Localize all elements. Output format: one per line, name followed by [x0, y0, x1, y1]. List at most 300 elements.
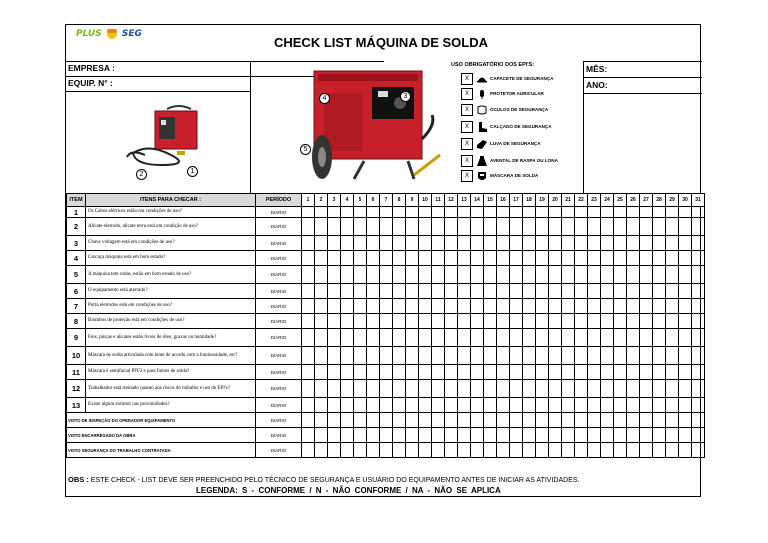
check-cell[interactable]: [484, 428, 497, 443]
check-cell[interactable]: [315, 347, 328, 365]
check-cell[interactable]: [523, 266, 536, 284]
check-cell[interactable]: [640, 218, 653, 236]
check-cell[interactable]: [653, 398, 666, 413]
check-cell[interactable]: [679, 380, 692, 398]
check-cell[interactable]: [419, 218, 432, 236]
check-cell[interactable]: [393, 329, 406, 347]
check-cell[interactable]: [393, 218, 406, 236]
check-cell[interactable]: [601, 413, 614, 428]
check-cell[interactable]: [588, 428, 601, 443]
check-cell[interactable]: [341, 236, 354, 251]
check-cell[interactable]: [380, 236, 393, 251]
check-cell[interactable]: [380, 329, 393, 347]
check-cell[interactable]: [549, 284, 562, 299]
check-cell[interactable]: [627, 299, 640, 314]
check-cell[interactable]: [692, 413, 705, 428]
check-cell[interactable]: [393, 314, 406, 329]
check-cell[interactable]: [471, 218, 484, 236]
check-cell[interactable]: [432, 284, 445, 299]
check-cell[interactable]: [523, 365, 536, 380]
check-cell[interactable]: [497, 380, 510, 398]
check-cell[interactable]: [471, 398, 484, 413]
check-cell[interactable]: [432, 329, 445, 347]
check-cell[interactable]: [497, 347, 510, 365]
check-cell[interactable]: [445, 380, 458, 398]
check-cell[interactable]: [497, 413, 510, 428]
check-cell[interactable]: [354, 398, 367, 413]
check-cell[interactable]: [367, 428, 380, 443]
check-cell[interactable]: [666, 314, 679, 329]
check-cell[interactable]: [575, 251, 588, 266]
check-cell[interactable]: [354, 365, 367, 380]
check-cell[interactable]: [458, 380, 471, 398]
epi-checkbox[interactable]: X: [461, 155, 473, 167]
check-cell[interactable]: [692, 207, 705, 218]
check-cell[interactable]: [627, 398, 640, 413]
check-cell[interactable]: [484, 365, 497, 380]
check-cell[interactable]: [575, 365, 588, 380]
check-cell[interactable]: [380, 314, 393, 329]
check-cell[interactable]: [549, 443, 562, 458]
check-cell[interactable]: [510, 380, 523, 398]
check-cell[interactable]: [367, 299, 380, 314]
check-cell[interactable]: [614, 365, 627, 380]
check-cell[interactable]: [614, 314, 627, 329]
check-cell[interactable]: [458, 314, 471, 329]
check-cell[interactable]: [419, 398, 432, 413]
check-cell[interactable]: [497, 398, 510, 413]
check-cell[interactable]: [432, 347, 445, 365]
check-cell[interactable]: [458, 347, 471, 365]
check-cell[interactable]: [445, 398, 458, 413]
check-cell[interactable]: [614, 251, 627, 266]
check-cell[interactable]: [354, 251, 367, 266]
check-cell[interactable]: [458, 428, 471, 443]
check-cell[interactable]: [393, 236, 406, 251]
check-cell[interactable]: [562, 329, 575, 347]
check-cell[interactable]: [653, 347, 666, 365]
check-cell[interactable]: [601, 236, 614, 251]
check-cell[interactable]: [640, 365, 653, 380]
check-cell[interactable]: [536, 218, 549, 236]
check-cell[interactable]: [315, 218, 328, 236]
check-cell[interactable]: [445, 428, 458, 443]
check-cell[interactable]: [419, 365, 432, 380]
check-cell[interactable]: [445, 347, 458, 365]
check-cell[interactable]: [302, 236, 315, 251]
check-cell[interactable]: [523, 218, 536, 236]
check-cell[interactable]: [380, 428, 393, 443]
check-cell[interactable]: [380, 266, 393, 284]
check-cell[interactable]: [406, 365, 419, 380]
check-cell[interactable]: [432, 218, 445, 236]
check-cell[interactable]: [523, 380, 536, 398]
check-cell[interactable]: [523, 413, 536, 428]
check-cell[interactable]: [588, 314, 601, 329]
check-cell[interactable]: [367, 329, 380, 347]
epi-checkbox[interactable]: X: [461, 121, 473, 133]
check-cell[interactable]: [484, 329, 497, 347]
check-cell[interactable]: [692, 398, 705, 413]
check-cell[interactable]: [614, 380, 627, 398]
check-cell[interactable]: [341, 299, 354, 314]
check-cell[interactable]: [419, 284, 432, 299]
check-cell[interactable]: [510, 347, 523, 365]
check-cell[interactable]: [445, 413, 458, 428]
check-cell[interactable]: [367, 314, 380, 329]
check-cell[interactable]: [445, 251, 458, 266]
check-cell[interactable]: [367, 236, 380, 251]
check-cell[interactable]: [328, 347, 341, 365]
check-cell[interactable]: [692, 218, 705, 236]
check-cell[interactable]: [380, 365, 393, 380]
check-cell[interactable]: [627, 413, 640, 428]
check-cell[interactable]: [588, 218, 601, 236]
check-cell[interactable]: [640, 299, 653, 314]
check-cell[interactable]: [679, 413, 692, 428]
check-cell[interactable]: [393, 398, 406, 413]
check-cell[interactable]: [575, 218, 588, 236]
check-cell[interactable]: [354, 314, 367, 329]
check-cell[interactable]: [406, 207, 419, 218]
check-cell[interactable]: [315, 266, 328, 284]
check-cell[interactable]: [419, 207, 432, 218]
check-cell[interactable]: [432, 428, 445, 443]
check-cell[interactable]: [549, 428, 562, 443]
check-cell[interactable]: [601, 380, 614, 398]
check-cell[interactable]: [523, 347, 536, 365]
check-cell[interactable]: [627, 266, 640, 284]
check-cell[interactable]: [419, 236, 432, 251]
check-cell[interactable]: [510, 443, 523, 458]
check-cell[interactable]: [484, 266, 497, 284]
check-cell[interactable]: [419, 347, 432, 365]
check-cell[interactable]: [471, 299, 484, 314]
check-cell[interactable]: [432, 236, 445, 251]
check-cell[interactable]: [380, 443, 393, 458]
check-cell[interactable]: [458, 443, 471, 458]
check-cell[interactable]: [640, 398, 653, 413]
check-cell[interactable]: [328, 365, 341, 380]
check-cell[interactable]: [458, 207, 471, 218]
check-cell[interactable]: [341, 329, 354, 347]
check-cell[interactable]: [458, 251, 471, 266]
check-cell[interactable]: [471, 329, 484, 347]
check-cell[interactable]: [523, 236, 536, 251]
check-cell[interactable]: [302, 207, 315, 218]
check-cell[interactable]: [536, 413, 549, 428]
check-cell[interactable]: [666, 347, 679, 365]
check-cell[interactable]: [588, 347, 601, 365]
check-cell[interactable]: [367, 398, 380, 413]
check-cell[interactable]: [315, 380, 328, 398]
epi-checkbox[interactable]: X: [461, 170, 473, 182]
check-cell[interactable]: [471, 266, 484, 284]
check-cell[interactable]: [666, 380, 679, 398]
check-cell[interactable]: [497, 207, 510, 218]
check-cell[interactable]: [601, 299, 614, 314]
check-cell[interactable]: [419, 329, 432, 347]
check-cell[interactable]: [653, 380, 666, 398]
check-cell[interactable]: [380, 380, 393, 398]
check-cell[interactable]: [588, 380, 601, 398]
check-cell[interactable]: [406, 266, 419, 284]
check-cell[interactable]: [471, 251, 484, 266]
check-cell[interactable]: [367, 251, 380, 266]
check-cell[interactable]: [653, 266, 666, 284]
check-cell[interactable]: [627, 236, 640, 251]
check-cell[interactable]: [536, 314, 549, 329]
check-cell[interactable]: [549, 347, 562, 365]
check-cell[interactable]: [575, 380, 588, 398]
check-cell[interactable]: [432, 207, 445, 218]
check-cell[interactable]: [575, 398, 588, 413]
check-cell[interactable]: [484, 413, 497, 428]
check-cell[interactable]: [471, 236, 484, 251]
check-cell[interactable]: [406, 413, 419, 428]
check-cell[interactable]: [549, 236, 562, 251]
check-cell[interactable]: [497, 251, 510, 266]
check-cell[interactable]: [653, 284, 666, 299]
check-cell[interactable]: [341, 347, 354, 365]
check-cell[interactable]: [484, 347, 497, 365]
check-cell[interactable]: [367, 380, 380, 398]
check-cell[interactable]: [510, 299, 523, 314]
check-cell[interactable]: [367, 218, 380, 236]
check-cell[interactable]: [653, 329, 666, 347]
check-cell[interactable]: [393, 266, 406, 284]
check-cell[interactable]: [601, 365, 614, 380]
check-cell[interactable]: [536, 299, 549, 314]
check-cell[interactable]: [562, 266, 575, 284]
check-cell[interactable]: [601, 443, 614, 458]
check-cell[interactable]: [692, 299, 705, 314]
check-cell[interactable]: [367, 284, 380, 299]
check-cell[interactable]: [549, 329, 562, 347]
check-cell[interactable]: [406, 284, 419, 299]
check-cell[interactable]: [601, 329, 614, 347]
check-cell[interactable]: [653, 314, 666, 329]
check-cell[interactable]: [458, 236, 471, 251]
check-cell[interactable]: [627, 284, 640, 299]
check-cell[interactable]: [315, 398, 328, 413]
check-cell[interactable]: [536, 428, 549, 443]
check-cell[interactable]: [471, 443, 484, 458]
check-cell[interactable]: [588, 398, 601, 413]
check-cell[interactable]: [458, 398, 471, 413]
check-cell[interactable]: [445, 314, 458, 329]
check-cell[interactable]: [354, 347, 367, 365]
check-cell[interactable]: [627, 365, 640, 380]
check-cell[interactable]: [497, 299, 510, 314]
check-cell[interactable]: [354, 443, 367, 458]
check-cell[interactable]: [445, 218, 458, 236]
check-cell[interactable]: [471, 207, 484, 218]
check-cell[interactable]: [575, 329, 588, 347]
check-cell[interactable]: [549, 314, 562, 329]
check-cell[interactable]: [692, 347, 705, 365]
check-cell[interactable]: [302, 299, 315, 314]
check-cell[interactable]: [406, 347, 419, 365]
check-cell[interactable]: [679, 329, 692, 347]
check-cell[interactable]: [627, 329, 640, 347]
check-cell[interactable]: [315, 299, 328, 314]
check-cell[interactable]: [692, 428, 705, 443]
check-cell[interactable]: [484, 398, 497, 413]
check-cell[interactable]: [315, 413, 328, 428]
check-cell[interactable]: [419, 251, 432, 266]
check-cell[interactable]: [406, 329, 419, 347]
check-cell[interactable]: [562, 365, 575, 380]
check-cell[interactable]: [640, 329, 653, 347]
check-cell[interactable]: [562, 347, 575, 365]
check-cell[interactable]: [302, 380, 315, 398]
check-cell[interactable]: [510, 413, 523, 428]
check-cell[interactable]: [536, 443, 549, 458]
check-cell[interactable]: [549, 266, 562, 284]
check-cell[interactable]: [484, 299, 497, 314]
check-cell[interactable]: [445, 284, 458, 299]
check-cell[interactable]: [432, 251, 445, 266]
check-cell[interactable]: [380, 251, 393, 266]
check-cell[interactable]: [588, 365, 601, 380]
check-cell[interactable]: [562, 284, 575, 299]
check-cell[interactable]: [367, 413, 380, 428]
check-cell[interactable]: [328, 413, 341, 428]
check-cell[interactable]: [315, 329, 328, 347]
check-cell[interactable]: [380, 218, 393, 236]
check-cell[interactable]: [666, 299, 679, 314]
check-cell[interactable]: [510, 284, 523, 299]
check-cell[interactable]: [549, 218, 562, 236]
check-cell[interactable]: [679, 284, 692, 299]
check-cell[interactable]: [445, 207, 458, 218]
check-cell[interactable]: [497, 365, 510, 380]
check-cell[interactable]: [341, 380, 354, 398]
check-cell[interactable]: [562, 207, 575, 218]
check-cell[interactable]: [367, 365, 380, 380]
check-cell[interactable]: [432, 299, 445, 314]
check-cell[interactable]: [523, 398, 536, 413]
check-cell[interactable]: [601, 251, 614, 266]
check-cell[interactable]: [653, 207, 666, 218]
check-cell[interactable]: [575, 299, 588, 314]
check-cell[interactable]: [679, 365, 692, 380]
check-cell[interactable]: [471, 347, 484, 365]
check-cell[interactable]: [653, 413, 666, 428]
check-cell[interactable]: [354, 266, 367, 284]
check-cell[interactable]: [562, 236, 575, 251]
check-cell[interactable]: [536, 207, 549, 218]
check-cell[interactable]: [679, 443, 692, 458]
check-cell[interactable]: [640, 266, 653, 284]
check-cell[interactable]: [653, 236, 666, 251]
check-cell[interactable]: [679, 314, 692, 329]
check-cell[interactable]: [419, 314, 432, 329]
check-cell[interactable]: [328, 314, 341, 329]
check-cell[interactable]: [588, 329, 601, 347]
check-cell[interactable]: [419, 413, 432, 428]
check-cell[interactable]: [497, 428, 510, 443]
check-cell[interactable]: [679, 236, 692, 251]
check-cell[interactable]: [562, 380, 575, 398]
check-cell[interactable]: [640, 380, 653, 398]
check-cell[interactable]: [679, 207, 692, 218]
check-cell[interactable]: [354, 207, 367, 218]
check-cell[interactable]: [510, 398, 523, 413]
check-cell[interactable]: [679, 347, 692, 365]
check-cell[interactable]: [666, 207, 679, 218]
check-cell[interactable]: [549, 207, 562, 218]
check-cell[interactable]: [393, 428, 406, 443]
check-cell[interactable]: [445, 443, 458, 458]
check-cell[interactable]: [588, 413, 601, 428]
check-cell[interactable]: [601, 207, 614, 218]
check-cell[interactable]: [575, 347, 588, 365]
check-cell[interactable]: [523, 314, 536, 329]
check-cell[interactable]: [523, 251, 536, 266]
check-cell[interactable]: [575, 284, 588, 299]
check-cell[interactable]: [510, 207, 523, 218]
check-cell[interactable]: [341, 207, 354, 218]
check-cell[interactable]: [367, 443, 380, 458]
check-cell[interactable]: [549, 365, 562, 380]
check-cell[interactable]: [627, 380, 640, 398]
check-cell[interactable]: [380, 299, 393, 314]
check-cell[interactable]: [497, 266, 510, 284]
check-cell[interactable]: [575, 314, 588, 329]
check-cell[interactable]: [666, 413, 679, 428]
check-cell[interactable]: [562, 398, 575, 413]
check-cell[interactable]: [653, 218, 666, 236]
check-cell[interactable]: [380, 207, 393, 218]
check-cell[interactable]: [302, 266, 315, 284]
check-cell[interactable]: [315, 428, 328, 443]
check-cell[interactable]: [588, 266, 601, 284]
check-cell[interactable]: [393, 365, 406, 380]
check-cell[interactable]: [419, 443, 432, 458]
check-cell[interactable]: [341, 443, 354, 458]
check-cell[interactable]: [523, 329, 536, 347]
check-cell[interactable]: [471, 314, 484, 329]
check-cell[interactable]: [627, 251, 640, 266]
check-cell[interactable]: [640, 413, 653, 428]
check-cell[interactable]: [575, 428, 588, 443]
check-cell[interactable]: [588, 443, 601, 458]
check-cell[interactable]: [341, 314, 354, 329]
check-cell[interactable]: [510, 365, 523, 380]
check-cell[interactable]: [354, 413, 367, 428]
check-cell[interactable]: [302, 398, 315, 413]
check-cell[interactable]: [640, 284, 653, 299]
check-cell[interactable]: [666, 284, 679, 299]
check-cell[interactable]: [432, 365, 445, 380]
check-cell[interactable]: [666, 428, 679, 443]
check-cell[interactable]: [588, 251, 601, 266]
check-cell[interactable]: [679, 218, 692, 236]
check-cell[interactable]: [393, 251, 406, 266]
check-cell[interactable]: [419, 299, 432, 314]
check-cell[interactable]: [510, 236, 523, 251]
check-cell[interactable]: [315, 284, 328, 299]
check-cell[interactable]: [406, 380, 419, 398]
check-cell[interactable]: [484, 251, 497, 266]
check-cell[interactable]: [523, 443, 536, 458]
check-cell[interactable]: [393, 284, 406, 299]
check-cell[interactable]: [523, 207, 536, 218]
check-cell[interactable]: [679, 251, 692, 266]
check-cell[interactable]: [406, 398, 419, 413]
